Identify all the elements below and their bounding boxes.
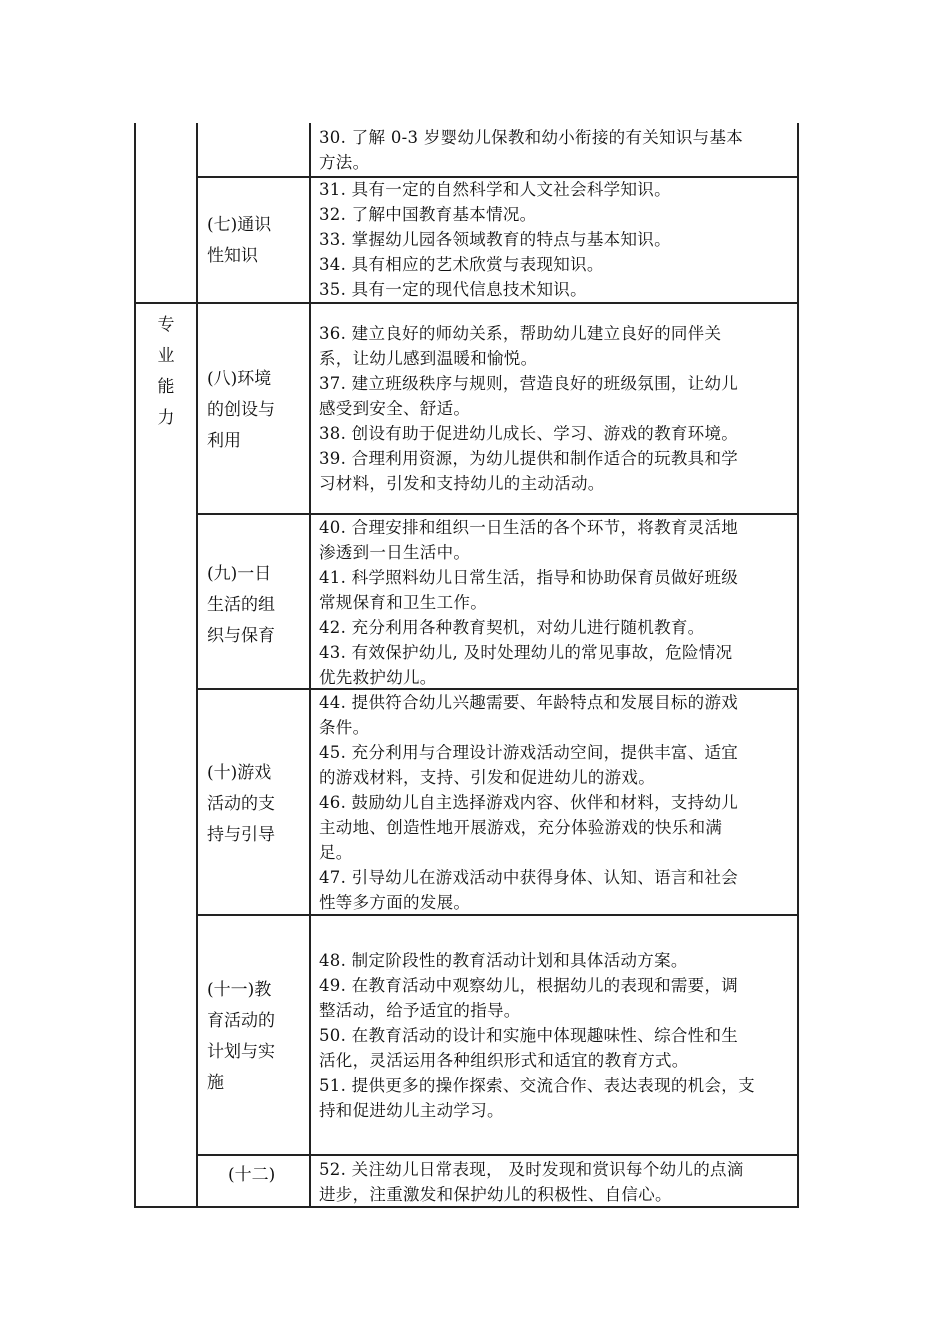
table-border-left bbox=[134, 123, 136, 1208]
item-line: 整活动，给予适宜的指导。 bbox=[319, 1001, 521, 1020]
item-line: 30. 了解 0-3 岁婴幼儿保教和幼小衔接的有关知识与基本 bbox=[319, 128, 744, 147]
item-line: 48. 制定阶段性的教育活动计划和具体活动方案。 bbox=[319, 951, 688, 970]
item-line: 31. 具有一定的自然科学和人文社会科学知识。 bbox=[319, 180, 671, 199]
item-line: 40. 合理安排和组织一日生活的各个环节，将教育灵活地 bbox=[319, 518, 739, 537]
item-line: 优先救护幼儿。 bbox=[319, 668, 437, 687]
row-items-48-51 bbox=[319, 948, 791, 1123]
row-items-36-39 bbox=[319, 321, 791, 496]
category-line: 性知识 bbox=[207, 246, 258, 266]
row-items-40-43 bbox=[319, 515, 791, 690]
table-border-right bbox=[797, 123, 799, 1208]
item-line: 活化，灵活运用各种组织形式和适宜的教育方式。 bbox=[319, 1051, 689, 1070]
section-label-char: 业 bbox=[157, 346, 175, 366]
category-line: (七)通识 bbox=[207, 215, 272, 235]
item-line: 39. 合理利用资源，为幼儿提供和制作适合的玩教具和学 bbox=[319, 449, 739, 468]
category-line: 育活动的 bbox=[207, 1011, 275, 1031]
section-label-char: 专 bbox=[157, 315, 175, 335]
item-line: 持和促进幼儿主动学习。 bbox=[319, 1101, 504, 1120]
item-line: 的游戏材料，支持、引发和促进幼儿的游戏。 bbox=[319, 768, 655, 787]
item-line: 35. 具有一定的现代信息技术知识。 bbox=[319, 280, 587, 299]
item-line: 方法。 bbox=[319, 153, 370, 172]
item-line: 42. 充分利用各种教育契机，对幼儿进行随机教育。 bbox=[319, 618, 705, 637]
item-line: 37. 建立班级秩序与规则，营造良好的班级氛围，让幼儿 bbox=[319, 374, 739, 393]
category-teaching-plan bbox=[207, 975, 275, 1099]
category-line: (十二) bbox=[228, 1165, 276, 1185]
category-line: 施 bbox=[207, 1073, 224, 1093]
row-items-52 bbox=[319, 1157, 791, 1207]
item-line: 44. 提供符合幼儿兴趣需要、年龄特点和发展目标的游戏 bbox=[319, 693, 739, 712]
item-line: 渗透到一日生活中。 bbox=[319, 543, 471, 562]
category-line: 利用 bbox=[207, 431, 241, 451]
category-environment bbox=[207, 364, 275, 457]
row-items-31-35 bbox=[319, 177, 791, 302]
category-line: (十一)教 bbox=[207, 980, 272, 1000]
item-line: 条件。 bbox=[319, 718, 370, 737]
item-line: 足。 bbox=[319, 843, 353, 862]
category-daily-life bbox=[207, 559, 275, 652]
category-line: 计划与实 bbox=[207, 1042, 275, 1062]
item-line: 43. 有效保护幼儿, 及时处理幼儿的常见事故，危险情况 bbox=[319, 643, 733, 662]
section-label-char: 力 bbox=[157, 408, 175, 428]
item-line: 33. 掌握幼儿园各领域教育的特点与基本知识。 bbox=[319, 230, 671, 249]
item-line: 32. 了解中国教育基本情况。 bbox=[319, 205, 537, 224]
item-line: 41. 科学照料幼儿日常生活，指导和协助保育员做好班级 bbox=[319, 568, 739, 587]
category-line: (十)游戏 bbox=[207, 763, 272, 783]
category-line: 生活的组 bbox=[207, 595, 275, 615]
category-line: 持与引导 bbox=[207, 825, 275, 845]
category-line: (八)环境 bbox=[207, 369, 272, 389]
category-line: 的创设与 bbox=[207, 400, 275, 420]
item-line: 习材料，引发和支持幼儿的主动活动。 bbox=[319, 474, 605, 493]
item-line: 进步，注重激发和保护幼儿的积极性、自信心。 bbox=[319, 1185, 672, 1204]
item-line: 51. 提供更多的操作探索、交流合作、表达表现的机会，支 bbox=[319, 1076, 755, 1095]
row-divider-6 bbox=[196, 1154, 799, 1156]
item-line: 性等多方面的发展。 bbox=[319, 893, 471, 912]
item-line: 36. 建立良好的师幼关系，帮助幼儿建立良好的同伴关 bbox=[319, 324, 722, 343]
item-line: 50. 在教育活动的设计和实施中体现趣味性、综合性和生 bbox=[319, 1026, 739, 1045]
item-line: 常规保育和卫生工作。 bbox=[319, 593, 487, 612]
item-line: 45. 充分利用与合理设计游戏活动空间，提供丰富、适宜 bbox=[319, 743, 739, 762]
item-line: 系，让幼儿感到温暖和愉悦。 bbox=[319, 349, 538, 368]
row-items-30 bbox=[319, 125, 791, 175]
item-line: 46. 鼓励幼儿自主选择游戏内容、伙伴和材料，支持幼儿 bbox=[319, 793, 739, 812]
section-label-char: 能 bbox=[157, 377, 175, 397]
item-line: 主动地、创造性地开展游戏，充分体验游戏的快乐和满 bbox=[319, 818, 723, 837]
item-line: 49. 在教育活动中观察幼儿，根据幼儿的表现和需要，调 bbox=[319, 976, 739, 995]
item-line: 38. 创设有助于促进幼儿成长、学习、游戏的教育环境。 bbox=[319, 424, 739, 443]
row-items-44-47 bbox=[319, 690, 791, 915]
section-label-professional-ability bbox=[155, 310, 177, 434]
category-line: (九)一日 bbox=[207, 564, 272, 584]
category-twelve bbox=[228, 1160, 275, 1191]
item-line: 感受到安全、舒适。 bbox=[319, 399, 471, 418]
row-divider-2 bbox=[134, 302, 799, 304]
table-divider-col2 bbox=[309, 123, 311, 1208]
item-line: 47. 引导幼儿在游戏活动中获得身体、认知、语言和社会 bbox=[319, 868, 739, 887]
item-line: 34. 具有相应的艺术欣赏与表现知识。 bbox=[319, 255, 604, 274]
category-game-activities bbox=[207, 758, 275, 851]
category-general-knowledge bbox=[207, 210, 271, 272]
category-line: 织与保育 bbox=[207, 626, 275, 646]
item-line: 52. 关注幼儿日常表现， 及时发现和赏识每个幼儿的点滴 bbox=[319, 1160, 744, 1179]
table-divider-col1 bbox=[196, 123, 198, 1208]
category-line: 活动的支 bbox=[207, 794, 275, 814]
